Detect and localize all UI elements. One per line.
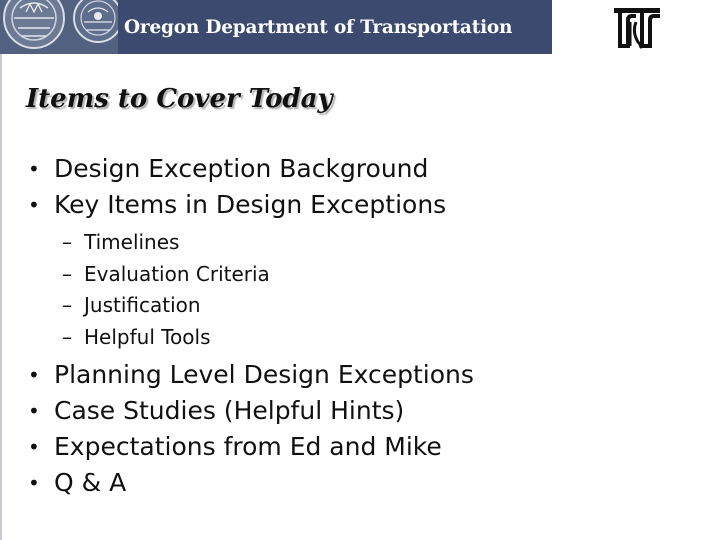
bullet-text: Key Items in Design Exceptions [54, 190, 447, 219]
bullet-marker: • [28, 363, 40, 387]
bullet-marker: • [28, 471, 40, 495]
bullet-text: Expectations from Ed and Mike [54, 432, 442, 461]
bullet-marker: • [28, 157, 40, 181]
sub-bullet-item [24, 322, 714, 354]
bullet-text: Planning Level Design Exceptions [54, 360, 474, 389]
sub-bullet-marker: – [62, 324, 72, 349]
bullet-item [24, 429, 714, 465]
sub-bullet-item [24, 259, 714, 291]
bullet-item [24, 393, 714, 429]
sub-bullet-text: Evaluation Criteria [84, 261, 270, 286]
left-border-rule [0, 54, 2, 540]
header-band [0, 0, 552, 54]
oregon-state-seal-icon [0, 0, 118, 54]
bullet-text: Case Studies (Helpful Hints) [54, 396, 405, 425]
sub-bullet-item [24, 290, 714, 322]
sub-bullet-marker: – [62, 230, 72, 254]
sub-bullet-text: Timelines [84, 230, 180, 254]
bullet-marker: • [28, 399, 40, 423]
sub-bullet-text: Helpful Tools [84, 324, 211, 349]
sub-bullet-item [24, 227, 714, 259]
bullet-item [24, 187, 714, 223]
bullet-marker: • [28, 193, 40, 217]
odot-logo-icon [610, 2, 664, 50]
bullet-item [24, 357, 714, 393]
slide-body [24, 151, 714, 501]
slide-title: Items to Cover Today [26, 84, 333, 114]
bullet-item [24, 151, 714, 187]
bullet-marker: • [28, 435, 40, 459]
organization-name: Oregon Department of Transportation [124, 17, 513, 38]
bullet-text: Q & A [54, 468, 127, 497]
sub-bullet-list [24, 223, 714, 357]
bullet-text: Design Exception Background [54, 154, 429, 183]
sub-bullet-marker: – [62, 261, 72, 286]
sub-bullet-marker: – [62, 293, 72, 317]
bullet-item [24, 465, 714, 501]
sub-bullet-text: Justification [84, 293, 201, 317]
